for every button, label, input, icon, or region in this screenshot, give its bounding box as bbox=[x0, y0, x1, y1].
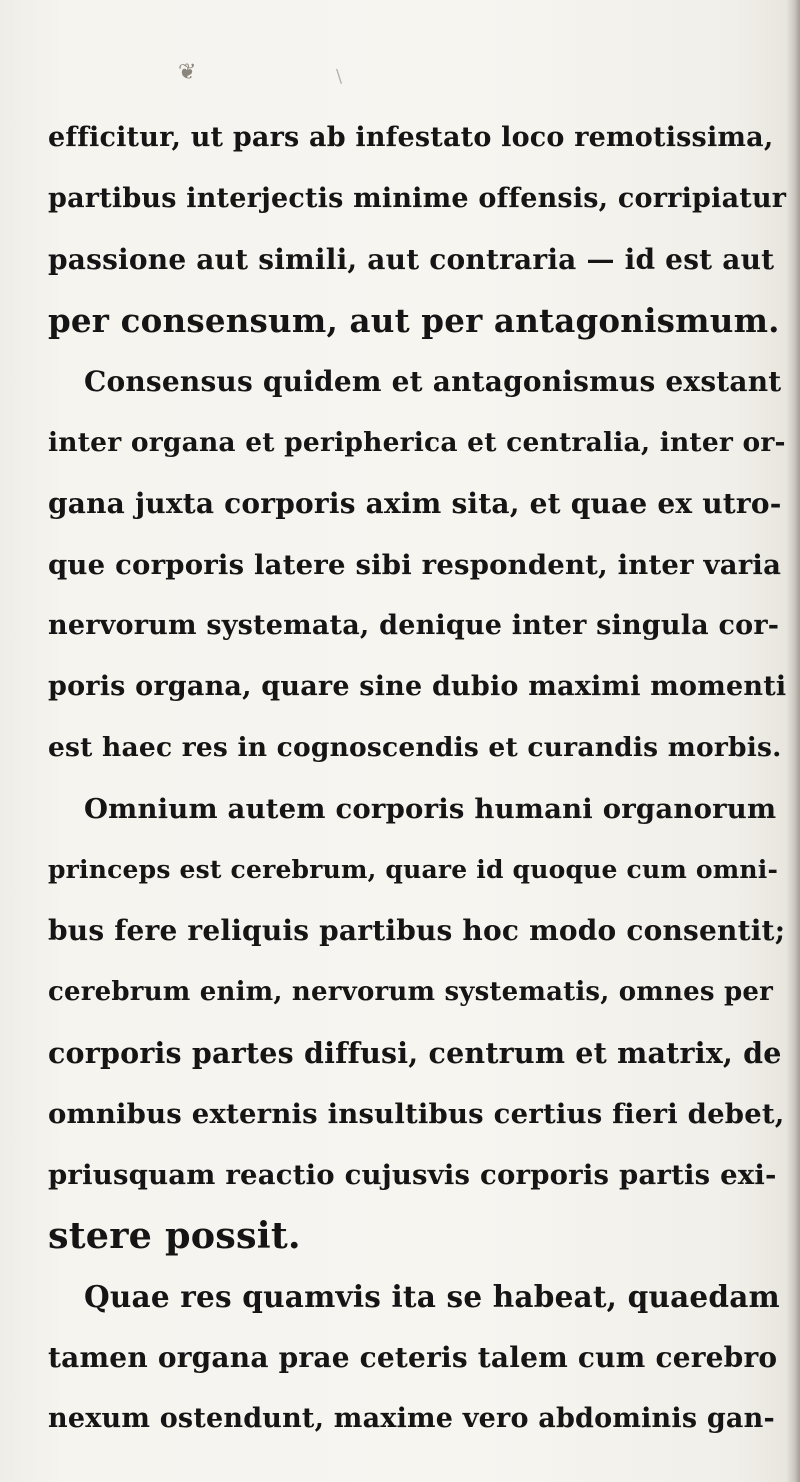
corner-mark: ❦ bbox=[178, 60, 197, 85]
page-edge-shadow bbox=[786, 0, 800, 1482]
text-line: per consensum, aut per antagonismum. bbox=[48, 301, 780, 340]
faint-mark: \ bbox=[336, 66, 343, 87]
text-line: passione aut simili, aut contraria — id est aut bbox=[48, 243, 775, 276]
text-line: nexum ostendunt, maxime vero abdominis gan- bbox=[48, 1403, 775, 1434]
text-line: cerebrum enim, nervorum systematis, omnes per bbox=[48, 977, 773, 1007]
text-line: partibus interjectis minime offensis, corripiatur bbox=[48, 183, 787, 214]
text-line: Omnium autem corporis humani organorum bbox=[84, 793, 777, 825]
text-line: Consensus quidem et antagonismus exstant bbox=[84, 365, 782, 398]
text-line: gana juxta corporis axim sita, et quae ex utro- bbox=[48, 487, 782, 520]
text-line: efficitur, ut pars ab infestato loco remotissima, bbox=[48, 122, 774, 153]
text-line: priusquam reactio cujusvis corporis partis exi- bbox=[48, 1159, 777, 1191]
text-line: que corporis latere sibi respondent, inter varia bbox=[48, 549, 782, 581]
text-line: poris organa, quare sine dubio maximi momenti bbox=[48, 671, 787, 702]
text-line: bus fere reliquis partibus hoc modo consentit; bbox=[48, 914, 786, 947]
text-line: tamen organa prae ceteris talem cum cerebro bbox=[48, 1341, 778, 1374]
text-line: inter organa et peripherica et centralia, inter or- bbox=[48, 427, 786, 458]
text-line: Quae res quamvis ita se habeat, quaedam bbox=[84, 1279, 780, 1314]
text-line: corporis partes diffusi, centrum et matrix, de bbox=[48, 1036, 782, 1070]
text-line: princeps est cerebrum, quare id quoque cum omni- bbox=[48, 855, 779, 884]
text-line: stere possit. bbox=[48, 1214, 301, 1257]
text-line: omnibus externis insultibus certius fieri debet, bbox=[48, 1098, 785, 1130]
text-line: est haec res in cognoscendis et curandis morbis. bbox=[48, 732, 782, 763]
text-line: nervorum systemata, denique inter singula cor- bbox=[48, 610, 780, 641]
